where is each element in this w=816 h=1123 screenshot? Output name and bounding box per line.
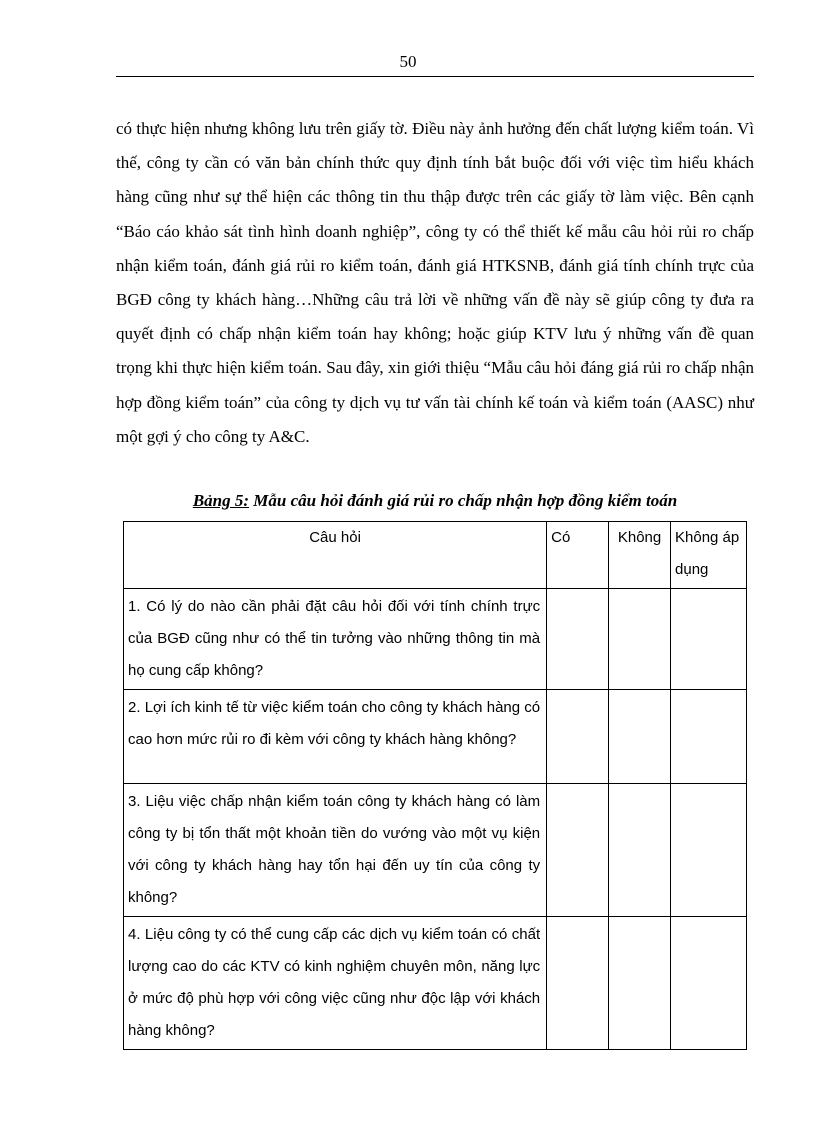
answer-no-cell[interactable]	[609, 784, 671, 917]
body-paragraph: có thực hiện nhưng không lưu trên giấy tờ. Điều này ảnh hưởng đến chất lượng kiểm toán. Vì thế, công ty cần có văn bản chính thức quy định tính bắt buộc đối với việc tìm hiểu khách hàng cũng như sự thể hiện các thông tin thu thập được trên các giấy tờ làm việc. Bên cạnh “Báo cáo khảo sát tình hình doanh nghiệp”, công ty có thể thiết kế mẫu câu hỏi rủi ro chấp nhận kiểm toán, đánh giá rủi ro kiểm toán, đánh giá HTKSNB, đánh giá tính chính trực của BGĐ công ty khách hàng…Những câu trả lời về những vấn đề này sẽ giúp công ty đưa ra quyết định có chấp nhận kiểm toán hay không; hoặc giúp KTV lưu ý những vấn đề quan trọng khi thực hiện kiểm toán. Sau đây, xin giới thiệu “Mẫu câu hỏi đáng giá rủi ro chấp nhận hợp đồng kiểm toán” của công ty dịch vụ tư vấn tài chính kế toán và kiểm toán (AASC) như một gợi ý cho công ty A&C.	[116, 119, 754, 446]
page-number: 50	[399, 52, 417, 71]
answer-yes-cell[interactable]	[547, 589, 609, 690]
table-row	[124, 917, 747, 1050]
question-cell: 1. Có lý do nào cần phải đặt câu hỏi đối với tính chính trực của BGĐ cũng như có thể tin tưởng vào những thông tin mà họ cung cấp không?	[124, 589, 547, 690]
header-yes: Có	[547, 522, 609, 589]
answer-no-cell[interactable]	[609, 690, 671, 784]
answer-yes-cell[interactable]	[547, 690, 609, 784]
answer-na-cell[interactable]	[671, 784, 747, 917]
answer-yes-cell[interactable]	[547, 917, 609, 1050]
header-no: Không	[609, 522, 671, 589]
table-caption-title: Mẫu câu hỏi đánh giá rủi ro chấp nhận hợp đồng kiểm toán	[249, 491, 678, 510]
table-row	[124, 589, 747, 690]
answer-no-cell[interactable]	[609, 589, 671, 690]
table-row	[124, 784, 747, 917]
answer-na-cell[interactable]	[671, 690, 747, 784]
question-cell: 3. Liệu việc chấp nhận kiểm toán công ty khách hàng có làm công ty bị tổn thất một khoản tiền do vướng vào một vụ kiện với công ty khách hàng hay tổn hại đến uy tín của công ty không?	[124, 784, 547, 917]
table-caption	[116, 491, 754, 511]
question-cell: 2. Lợi ích kinh tế từ việc kiểm toán cho công ty khách hàng có cao hơn mức rủi ro đi kèm với công ty khách hàng không?	[124, 690, 547, 784]
questionnaire-table	[123, 521, 747, 1050]
answer-no-cell[interactable]	[609, 917, 671, 1050]
header-rule	[116, 76, 754, 77]
answer-na-cell[interactable]	[671, 589, 747, 690]
table-caption-label: Bảng 5:	[192, 491, 250, 510]
header-not-applicable: Không áp dụng	[671, 522, 747, 589]
table-header-row	[124, 522, 747, 589]
table-row	[124, 690, 747, 784]
answer-na-cell[interactable]	[671, 917, 747, 1050]
question-cell: 4. Liệu công ty có thể cung cấp các dịch vụ kiểm toán có chất lượng cao do các KTV có kinh nghiệm chuyên môn, năng lực ở mức độ phù hợp với công việc cũng như độc lập với khách hàng không?	[124, 917, 547, 1050]
header-question: Câu hỏi	[124, 522, 547, 589]
answer-yes-cell[interactable]	[547, 784, 609, 917]
